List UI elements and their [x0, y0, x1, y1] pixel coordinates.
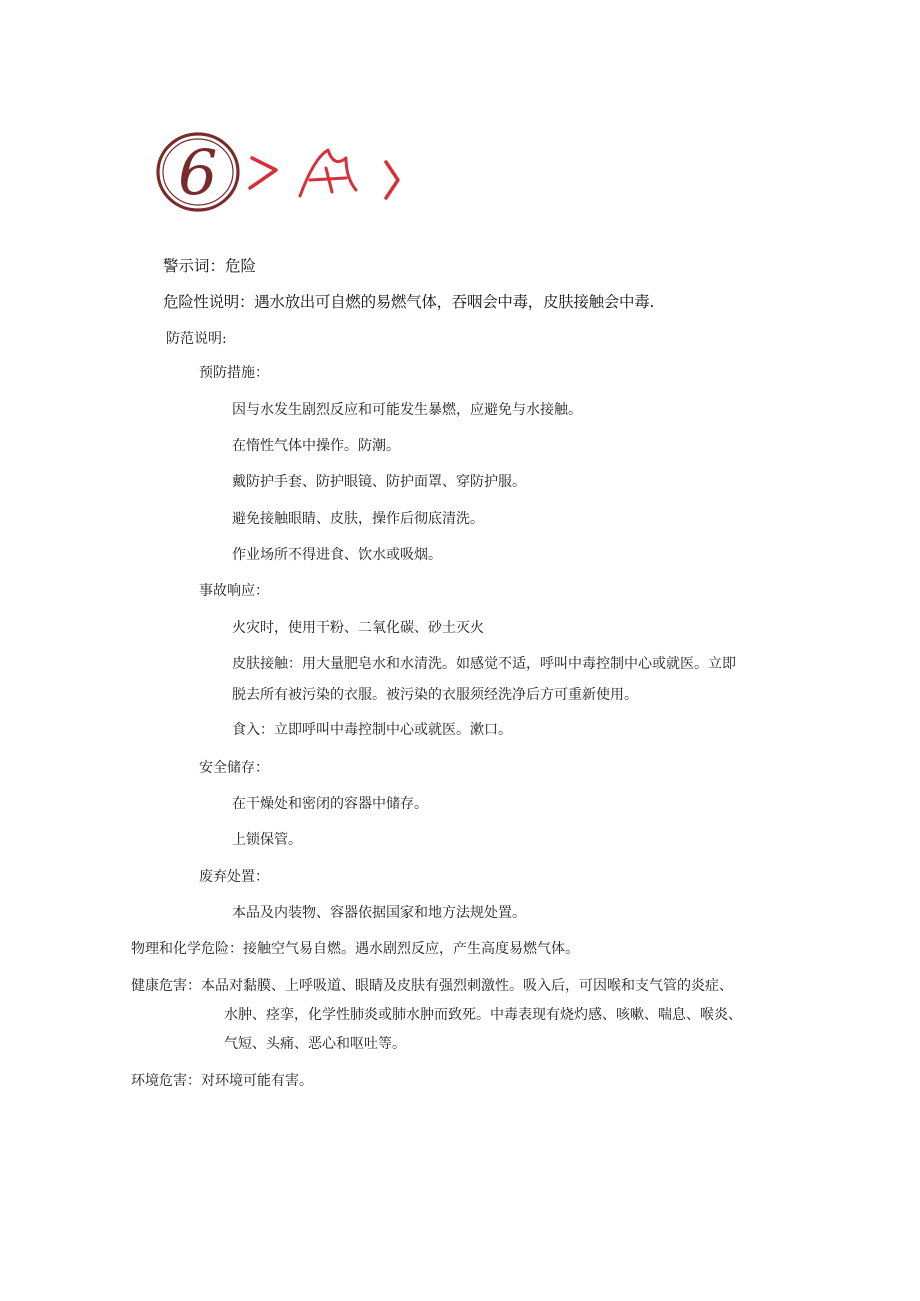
response-title: 事故响应： [199, 583, 269, 599]
response-item: 脱去所有被污染的衣服。被污染的衣服须经洗净后方可重新使用。 [232, 687, 638, 703]
response-item: 火灾时，使用干粉、二氧化碳、砂土灭火 [232, 620, 484, 636]
flame-mark-icon [300, 150, 356, 196]
precautions-title: 防范说明: [166, 331, 227, 347]
prevention-item: 因与水发生剧烈反应和可能发生暴燃，应避免与水接触。 [232, 402, 582, 418]
chevron-mark-icon [250, 158, 276, 188]
storage-title: 安全储存： [199, 760, 269, 776]
environmental-hazard: 环境危害：对环境可能有害。 [131, 1073, 313, 1089]
prevention-item: 在惰性气体中操作。防潮。 [232, 438, 400, 454]
signal-word: 警示词：危险 [163, 257, 257, 275]
physical-chemical-hazard: 物理和化学危险：接触空气易自燃。遇水剧烈反应，产生高度易燃气体。 [131, 941, 579, 957]
prevention-item: 避免接触眼睛、皮肤，操作后彻底清洗。 [232, 511, 484, 527]
response-item: 皮肤接触：用大量肥皂水和水清洗。如感觉不适，呼叫中毒控制中心或就医。立即 [232, 656, 736, 672]
prevention-item: 戴防护手套、防护眼镜、防护面罩、穿防护服。 [232, 474, 526, 490]
prevention-title: 预防措施： [199, 365, 269, 381]
circle-digit: 6 [178, 136, 218, 209]
health-hazard-line: 水肿、痉挛，化学性肺炎或肺水肿而致死。中毒表现有烧灼感、咳嗽、喘息、喉炎、 [224, 1007, 742, 1023]
disposal-item: 本品及内装物、容器依据国家和地方法规处置。 [232, 905, 526, 921]
response-item: 食入：立即呼叫中毒控制中心或就医。漱口。 [232, 722, 512, 738]
storage-item: 在干燥处和密闭的容器中储存。 [232, 796, 428, 812]
storage-item: 上锁保管。 [232, 832, 302, 848]
arrow-mark-icon [386, 162, 398, 198]
prevention-item: 作业场所不得进食、饮水或吸烟。 [232, 547, 442, 563]
disposal-title: 废弃处置： [199, 869, 269, 885]
health-hazard-line: 健康危害：本品对黏膜、上呼吸道、眼睛及皮肤有强烈刺激性。吸入后，可因喉和支气管的炎症、 [131, 978, 733, 994]
hazard-pictograms [150, 118, 420, 228]
hazard-statement: 危险性说明：遇水放出可自燃的易燃气体，吞咽会中毒，皮肤接触会中毒. [163, 293, 655, 311]
health-hazard-line: 气短、头痛、恶心和呕吐等。 [224, 1036, 406, 1052]
